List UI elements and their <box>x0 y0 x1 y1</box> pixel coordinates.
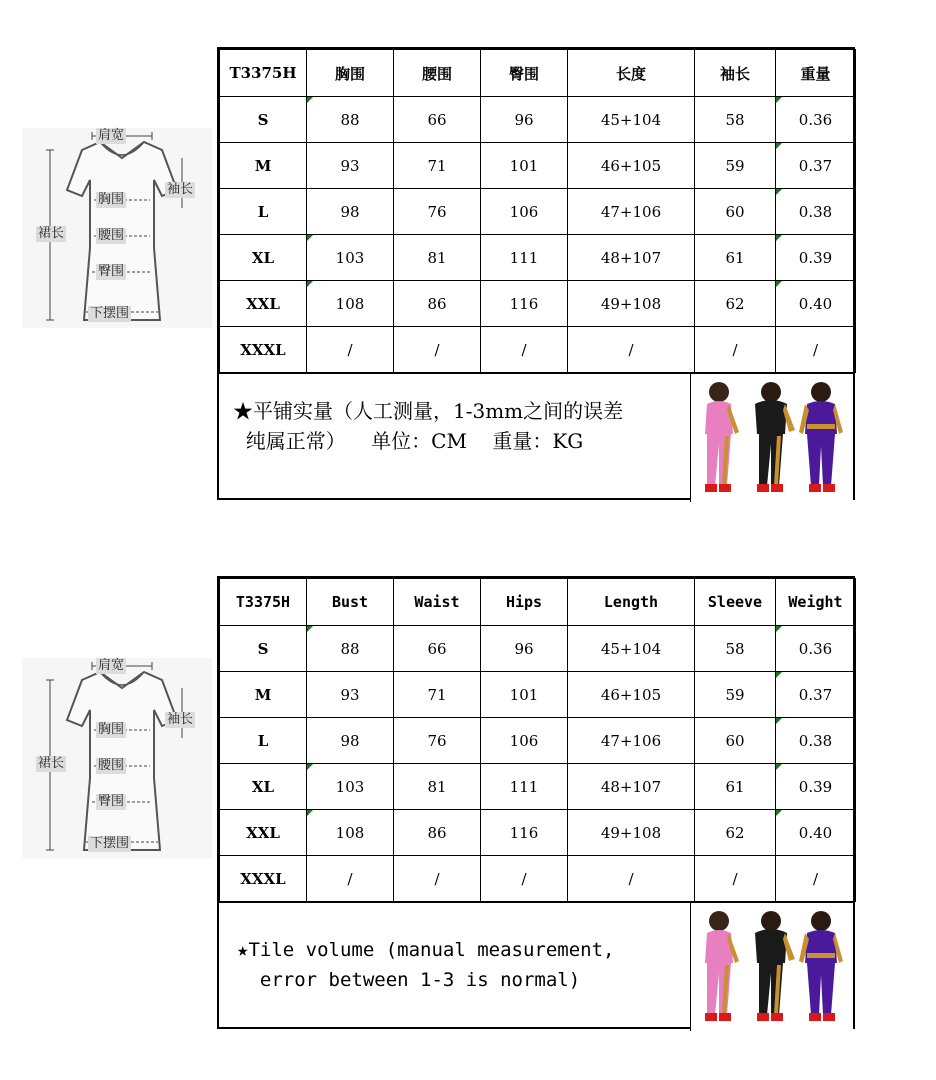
cell-length: 47+106 <box>568 718 695 764</box>
cell-weight: / <box>776 327 856 373</box>
cell-hips: 101 <box>481 672 568 718</box>
cell-length: 46+105 <box>568 672 695 718</box>
cell-weight: 0.39 <box>776 235 856 281</box>
label-waist: 腰围 <box>98 758 125 773</box>
cell-sleeve: 61 <box>695 764 776 810</box>
cell-bust: 88 <box>307 626 394 672</box>
cell-hips: / <box>481 327 568 373</box>
cell-size: XL <box>220 235 307 281</box>
header-hips: 臀围 <box>481 50 568 97</box>
cell-length: / <box>568 327 695 373</box>
cell-sleeve: 62 <box>695 810 776 856</box>
cell-hips: 116 <box>481 281 568 327</box>
cell-waist: 71 <box>394 143 481 189</box>
table-row <box>220 143 856 189</box>
cell-waist: 66 <box>394 97 481 143</box>
cell-bust: 88 <box>307 97 394 143</box>
header-bust: Bust <box>307 579 394 626</box>
cell-weight: 0.39 <box>776 764 856 810</box>
cell-weight: 0.37 <box>776 672 856 718</box>
cell-bust: 108 <box>307 810 394 856</box>
label-sleeve: 袖长 <box>167 712 194 727</box>
table-row <box>220 856 856 902</box>
garment-diagram <box>22 128 212 328</box>
cell-sleeve: 58 <box>695 626 776 672</box>
cell-length: 48+107 <box>568 235 695 281</box>
table-row <box>220 810 856 856</box>
cell-length: 46+105 <box>568 143 695 189</box>
cell-weight: 0.36 <box>776 626 856 672</box>
table-header-row <box>220 579 856 626</box>
cell-sleeve: 59 <box>695 143 776 189</box>
table-row <box>220 672 856 718</box>
cell-waist: 76 <box>394 718 481 764</box>
cell-waist: / <box>394 327 481 373</box>
cell-size: XXL <box>220 281 307 327</box>
cell-hips: / <box>481 856 568 902</box>
header-bust: 胸围 <box>307 50 394 97</box>
label-length: 裙长 <box>38 226 65 241</box>
cell-waist: 86 <box>394 810 481 856</box>
cell-sleeve: 61 <box>695 235 776 281</box>
product-photo <box>690 903 853 1031</box>
header-sleeve: Sleeve <box>695 579 776 626</box>
product-photo <box>690 374 853 502</box>
table-row <box>220 718 856 764</box>
cell-length: 49+108 <box>568 281 695 327</box>
table-header-row <box>220 50 856 97</box>
cell-size: L <box>220 718 307 764</box>
cell-waist: 81 <box>394 764 481 810</box>
cell-sleeve: 62 <box>695 281 776 327</box>
label-sleeve: 袖长 <box>167 182 194 197</box>
cell-sleeve: / <box>695 327 776 373</box>
cell-waist: 81 <box>394 235 481 281</box>
cell-hips: 111 <box>481 235 568 281</box>
cell-size: L <box>220 189 307 235</box>
header-weight: Weight <box>776 579 856 626</box>
cell-bust: 93 <box>307 143 394 189</box>
cell-waist: 66 <box>394 626 481 672</box>
cell-bust: 98 <box>307 189 394 235</box>
measurement-note: ★平铺实量（人工测量，1-3mm之间的误差 纯属正常） 单位：CM 重量：KG <box>233 399 624 453</box>
header-sleeve: 袖长 <box>695 50 776 97</box>
cell-waist: 86 <box>394 281 481 327</box>
models-photo-icon <box>691 374 853 502</box>
label-chest: 胸围 <box>98 722 125 737</box>
cell-size: M <box>220 672 307 718</box>
note-box <box>219 902 853 1031</box>
cell-size: S <box>220 97 307 143</box>
label-shoulder: 肩宽 <box>98 128 125 143</box>
table-row <box>220 97 856 143</box>
table-row <box>220 327 856 373</box>
cell-weight: 0.40 <box>776 810 856 856</box>
cell-size: M <box>220 143 307 189</box>
label-waist: 腰围 <box>98 228 125 243</box>
cell-waist: 76 <box>394 189 481 235</box>
cell-hips: 106 <box>481 189 568 235</box>
size-table <box>219 578 856 902</box>
cell-bust: / <box>307 856 394 902</box>
header-weight: 重量 <box>776 50 856 97</box>
table-row <box>220 281 856 327</box>
cell-hips: 116 <box>481 810 568 856</box>
header-length: Length <box>568 579 695 626</box>
cell-length: 45+104 <box>568 626 695 672</box>
cell-bust: / <box>307 327 394 373</box>
cell-bust: 93 <box>307 672 394 718</box>
cell-hips: 106 <box>481 718 568 764</box>
cell-sleeve: / <box>695 856 776 902</box>
cell-length: / <box>568 856 695 902</box>
cell-hips: 101 <box>481 143 568 189</box>
label-hip: 臀围 <box>98 264 125 279</box>
cell-weight: 0.36 <box>776 97 856 143</box>
size-table-chinese <box>217 47 855 500</box>
note-box <box>219 373 853 502</box>
cell-length: 48+107 <box>568 764 695 810</box>
cell-weight: 0.40 <box>776 281 856 327</box>
cell-size: XXXL <box>220 856 307 902</box>
cell-weight: / <box>776 856 856 902</box>
cell-hips: 111 <box>481 764 568 810</box>
cell-sleeve: 60 <box>695 189 776 235</box>
cell-waist: 71 <box>394 672 481 718</box>
cell-hips: 96 <box>481 97 568 143</box>
cell-sleeve: 60 <box>695 718 776 764</box>
label-hip: 臀围 <box>98 794 125 809</box>
label-chest: 胸围 <box>98 192 125 207</box>
table-row <box>220 189 856 235</box>
measurement-note: ★Tile volume (manual measurement, error between 1-3 is normal) <box>237 939 615 991</box>
cell-weight: 0.38 <box>776 189 856 235</box>
label-length: 裙长 <box>38 756 65 771</box>
cell-sleeve: 58 <box>695 97 776 143</box>
cell-hips: 96 <box>481 626 568 672</box>
cell-waist: / <box>394 856 481 902</box>
cell-length: 49+108 <box>568 810 695 856</box>
cell-size: XXL <box>220 810 307 856</box>
cell-bust: 108 <box>307 281 394 327</box>
header-waist: 腰围 <box>394 50 481 97</box>
cell-weight: 0.37 <box>776 143 856 189</box>
table-row <box>220 235 856 281</box>
header-length: 长度 <box>568 50 695 97</box>
cell-bust: 103 <box>307 235 394 281</box>
header-style-code: T3375H <box>220 50 307 97</box>
table-row <box>220 626 856 672</box>
cell-bust: 103 <box>307 764 394 810</box>
cell-bust: 98 <box>307 718 394 764</box>
table-row <box>220 764 856 810</box>
label-hem: 下摆围 <box>90 306 130 321</box>
label-hem: 下摆围 <box>90 836 130 851</box>
models-photo-icon <box>691 903 853 1031</box>
cell-weight: 0.38 <box>776 718 856 764</box>
header-style-code: T3375H <box>220 579 307 626</box>
size-table-english <box>217 576 855 1029</box>
cell-size: XL <box>220 764 307 810</box>
cell-length: 47+106 <box>568 189 695 235</box>
label-shoulder: 肩宽 <box>98 658 125 673</box>
cell-size: XXXL <box>220 327 307 373</box>
cell-sleeve: 59 <box>695 672 776 718</box>
header-hips: Hips <box>481 579 568 626</box>
garment-diagram <box>22 658 212 858</box>
cell-size: S <box>220 626 307 672</box>
size-table <box>219 49 856 373</box>
cell-length: 45+104 <box>568 97 695 143</box>
header-waist: Waist <box>394 579 481 626</box>
